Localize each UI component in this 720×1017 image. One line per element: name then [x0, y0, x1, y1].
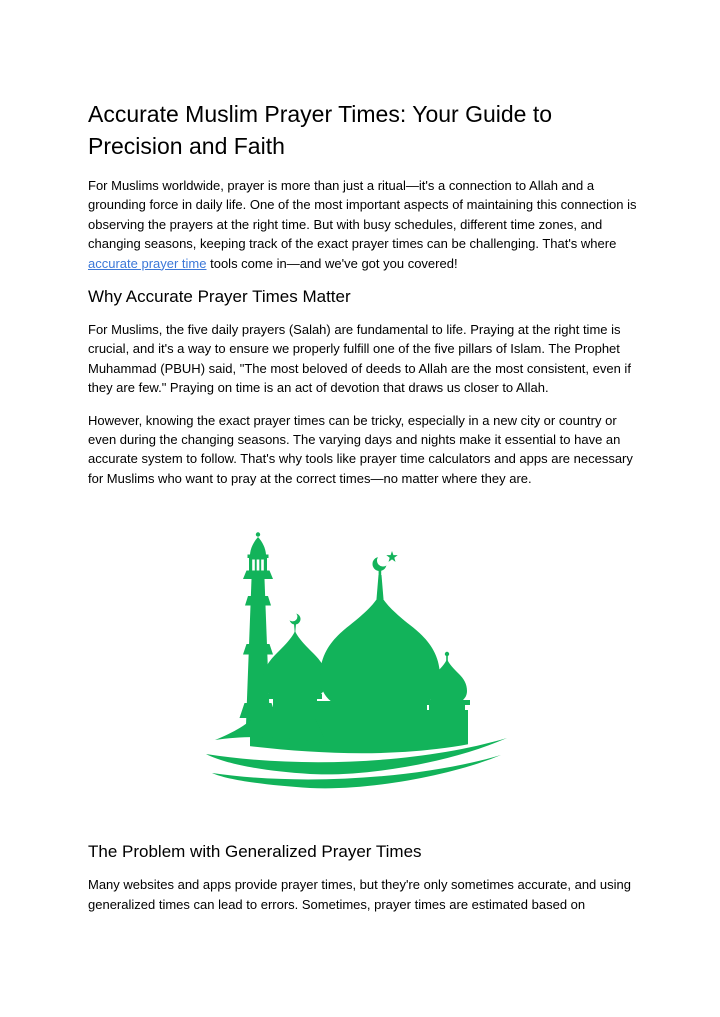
section-heading-problem: The Problem with Generalized Prayer Times [88, 842, 422, 862]
intro-text-after-link: tools come in—and we've got you covered! [206, 255, 458, 271]
large-dome [320, 557, 440, 702]
intro-text-before-link: For Muslims worldwide, prayer is more than just a ritual—it's a connection to Allah and a grounding force in daily life. One of the most important aspects of maintaining this connection is observing the prayers at the right time. But with busy schedules, different time zones, and changing seasons, keeping track of the exact prayer times can be challenging. That's where [88, 178, 637, 252]
body-paragraph: Many websites and apps provide prayer times, but they're only sometimes accurate, and using generalized times can lead to errors. Sometimes, prayer times are estimated based on [88, 877, 631, 912]
body-paragraph: For Muslims, the five daily prayers (Salah) are fundamental to life. Praying at the right time is crucial, and it's a way to ensure we properly fulfill one of the five pillars of Islam. The Prophet Muhammad (PBUH) said, "The most beloved of deeds to Allah are the most consistent, even if they are few." Praying on time is an act of devotion that draws us closer to Allah. [88, 322, 631, 396]
mosque-figure [195, 525, 535, 810]
intro-paragraph [88, 176, 640, 273]
mosque-illustration [195, 525, 535, 810]
body-paragraph: However, knowing the exact prayer times can be tricky, especially in a new city or country or even during the changing seasons. The varying days and nights make it essential to have an accurate system to follow. That's why tools like prayer time calculators and apps are necessary for Muslims who want to pray at the correct times—no matter where they are. [88, 412, 633, 486]
page-title: Accurate Muslim Prayer Times: Your Guide to Precision and Faith [88, 101, 553, 159]
accurate-prayer-time-link[interactable]: accurate prayer time [88, 255, 207, 271]
section-heading-why-accurate: Why Accurate Prayer Times Matter [88, 287, 351, 307]
